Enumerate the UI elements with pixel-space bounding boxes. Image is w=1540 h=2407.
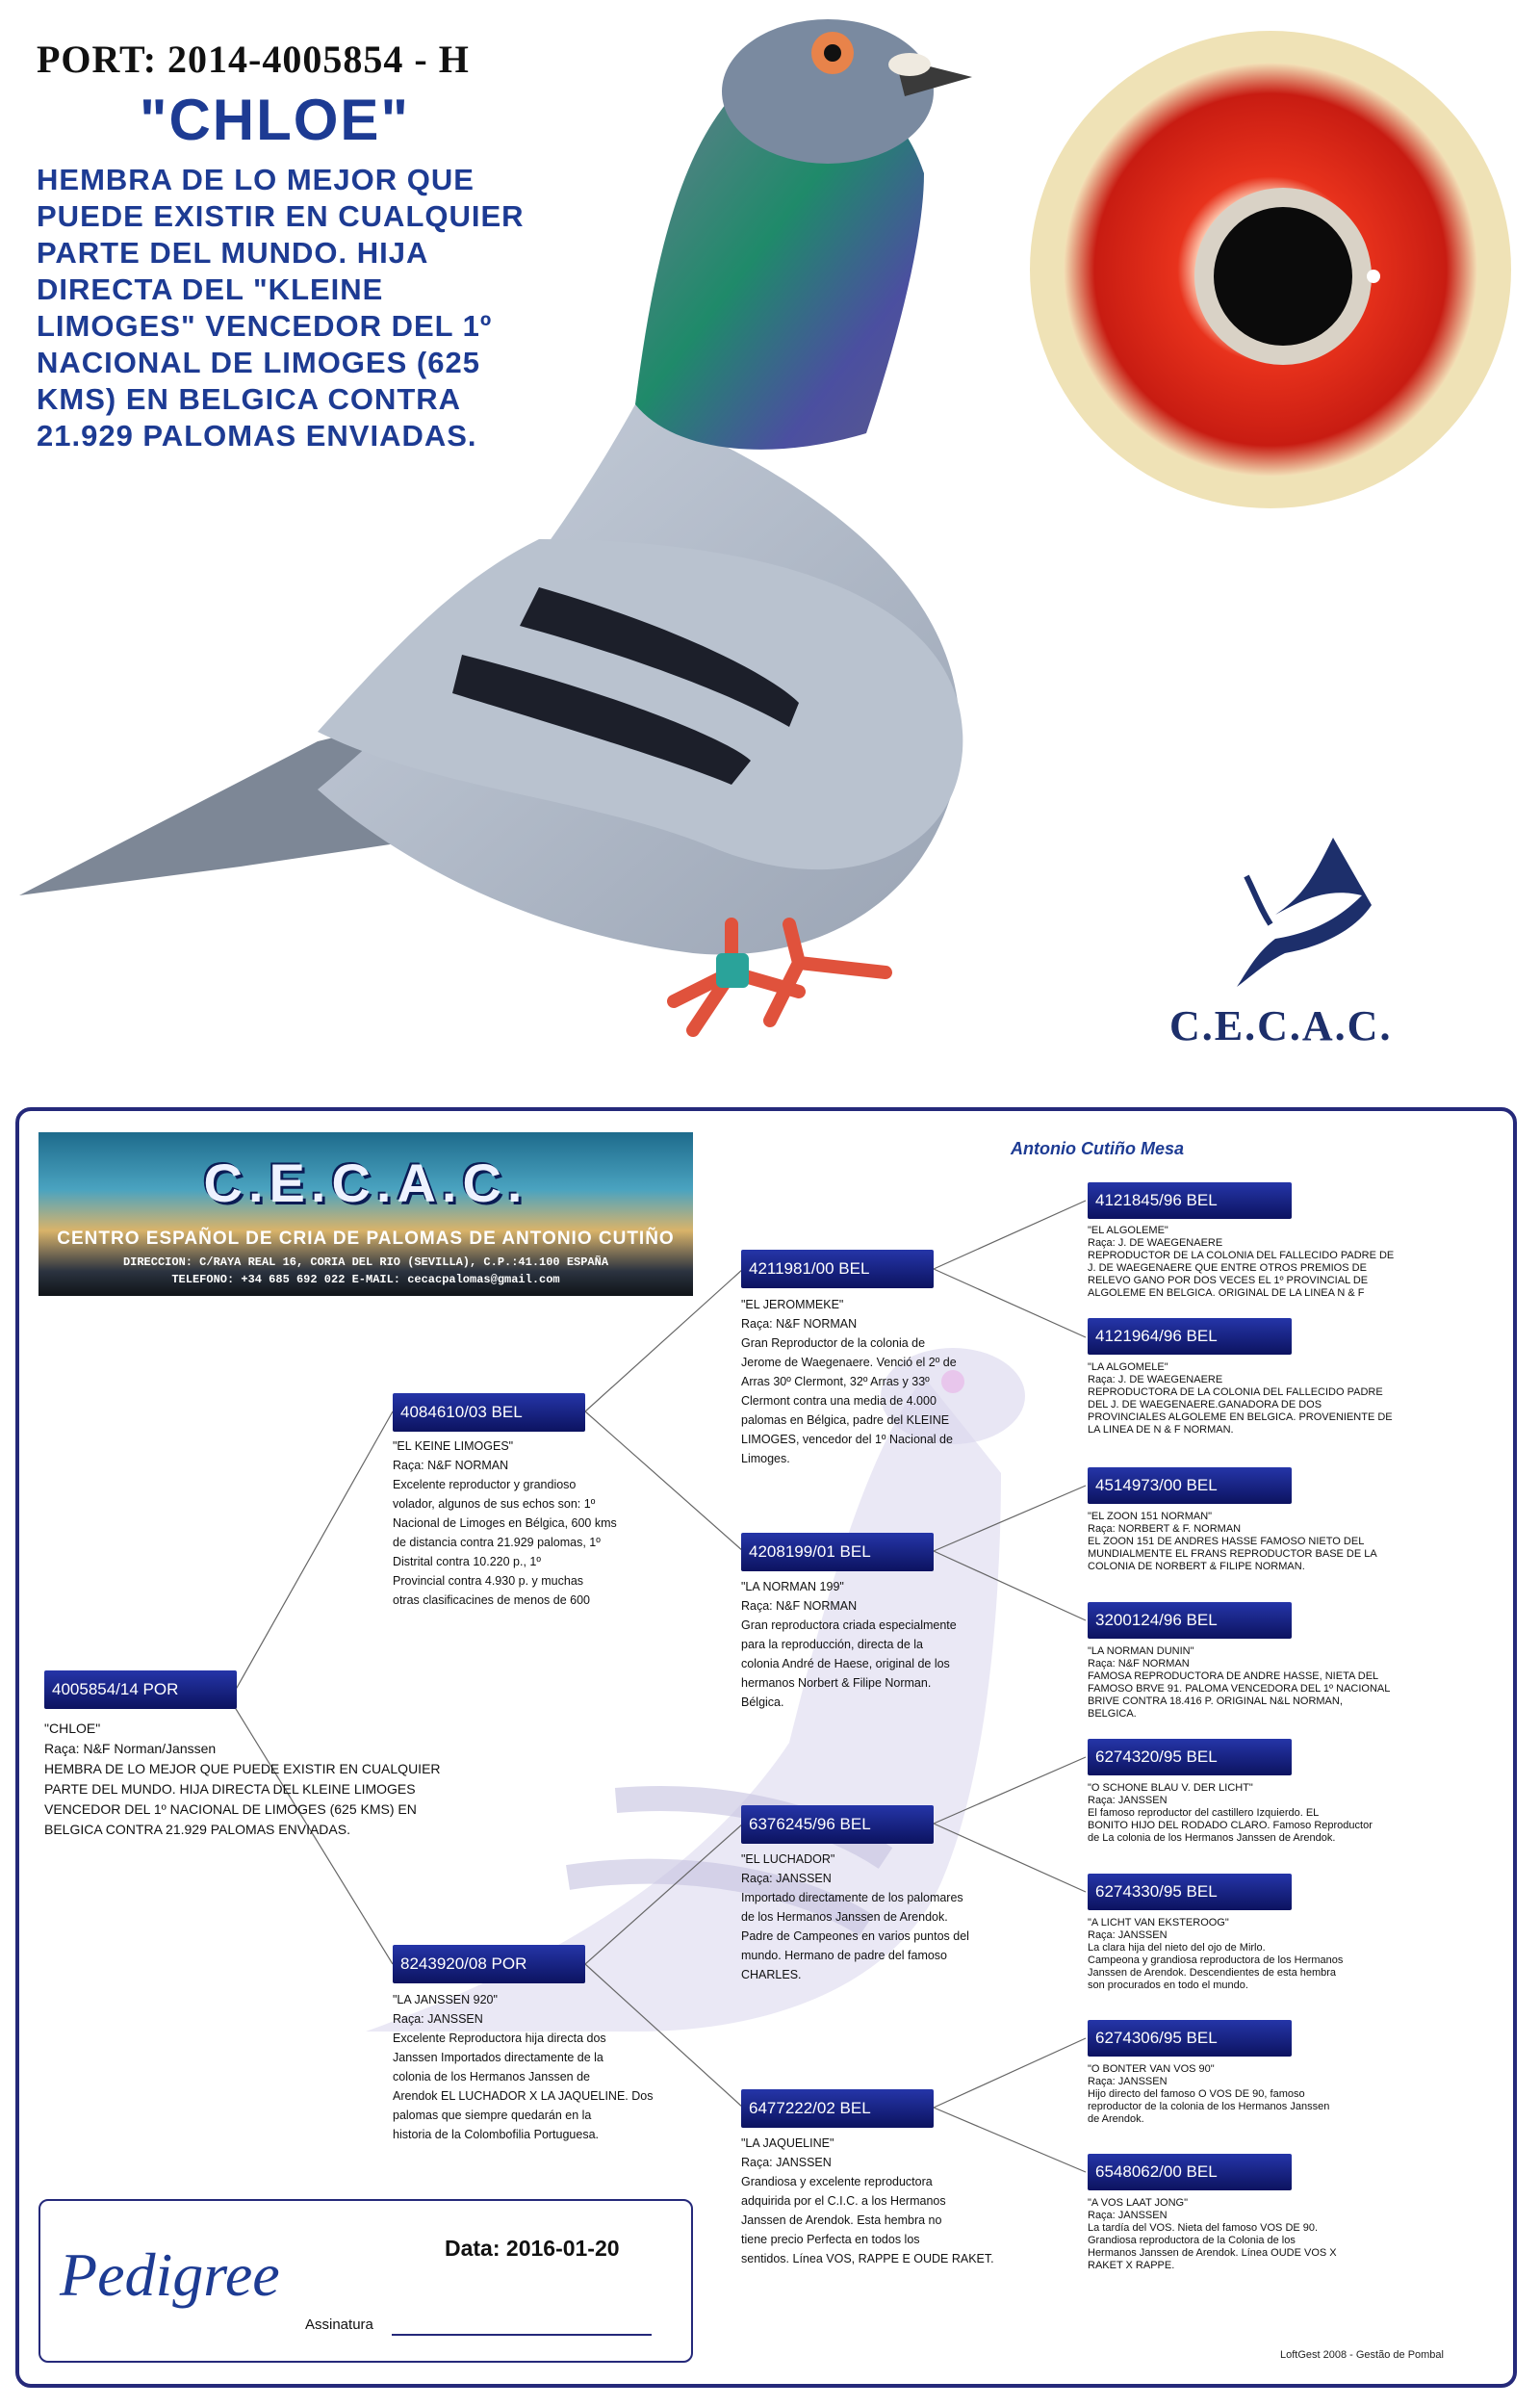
great-grandparent-info: "EL ZOON 151 NORMAN" Raça: NORBERT & F. NORMAN EL ZOON 151 DE ANDRES HASSE FAMOSO NIETO DEL MUNDIALMENTE EL FRANS REPRODUCTOR BASE DE LA COLONIA DE NORBERT & FILIPE NORMAN. bbox=[1088, 1511, 1377, 1572]
great-grandparent-ring: 6548062/00 BEL bbox=[1088, 2154, 1292, 2190]
great-grandparent-info: "O SCHONE BLAU V. DER LICHT" Raça: JANSSEN El famoso reproductor del castillero Izquierdo. EL BONITO HIJO DEL RODADO CLARO. Famoso Reproductor de La colonia de los Hermanos Janssen de Arendok. bbox=[1088, 1782, 1373, 1844]
software-credit: LoftGest 2008 - Gestão de Pombal bbox=[1280, 2349, 1444, 2361]
great-grandparent-ring: 6274306/95 BEL bbox=[1088, 2020, 1292, 2057]
signature-label: Assinatura bbox=[305, 2316, 373, 2333]
great-grandparent-info: "LA ALGOMELE" Raça: J. DE WAEGENAERE REPRODUCTORA DE LA COLONIA DEL FALLECIDO PADRE DEL J. DE WAEGENAERE.GANADORA DE DOS PROVINCIALES ALGOLEME EN BELGICA. PROVENIENTE DE LA LINEA DE N & F NORMAN. bbox=[1088, 1361, 1393, 1436]
great-grandparent-ring: 4121964/96 BEL bbox=[1088, 1318, 1292, 1355]
grandparent-info: "EL JEROMMEKE" Raça: N&F NORMAN Gran Reproductor de la colonia de Jerome de Waegenaere. Venció el 2º de Arras 30º Clermont, 32º Arras y 33º Clermont contra una media de 4.000 palomas en Bélgica, padre del KLEINE LIMOGES, vencedor del 1º Nacional de Limoges. bbox=[741, 1298, 957, 1465]
great-grandparent-ring: 4121845/96 BEL bbox=[1088, 1182, 1292, 1219]
great-grandparent-info: "EL ALGOLEME" Raça: J. DE WAEGENAERE REPRODUCTOR DE LA COLONIA DEL FALLECIDO PADRE DE J. DE WAEGENAERE QUE ENTRE OTROS PREMIOS DE RELEVO GANO POR DOS VECES EL 1º PROVINCIAL DE ALGOLEME EN BELGICA. ORIGINAL DE LA LINEA N & F bbox=[1088, 1225, 1395, 1299]
mother-ring: 8243920/08 POR bbox=[393, 1945, 585, 1983]
grandparent-ring: 4211981/00 BEL bbox=[741, 1250, 934, 1288]
pedigree-date: Data: 2016-01-20 bbox=[445, 2236, 620, 2261]
father-info: "EL KEINE LIMOGES" Raça: N&F NORMAN Excelente reproductor y grandioso volador, algunos de sus echos son: 1º Nacional de Limoges en Bélgica, 600 kms de distancia contra 21.929 palomas, 1º Distrital contra 10.220 p., 1º Provincial contra 4.930 p. y muchas otras clasificacines de menos de 600 bbox=[393, 1439, 617, 1607]
subject-info: "CHLOE" Raça: N&F Norman/Janssen HEMBRA DE LO MEJOR QUE PUEDE EXISTIR EN CUALQUIER PARTE DEL MUNDO. HIJA DIRECTA DEL KLEINE LIMOGES VENCEDOR DEL 1º NACIONAL DE LIMOGES (625 KMS) EN BELGICA CONTRA 21.929 PALOMAS ENVIADAS. bbox=[44, 1721, 441, 1837]
signature-line bbox=[392, 2334, 652, 2336]
cecac-banner bbox=[38, 1132, 693, 1296]
great-grandparent-ring: 3200124/96 BEL bbox=[1088, 1602, 1292, 1639]
banner-subtitle: CENTRO ESPAÑOL DE CRIA DE PALOMAS DE ANTONIO CUTIÑO bbox=[57, 1229, 675, 1249]
pigeon-description: HEMBRA DE LO MEJOR QUE PUEDE EXISTIR EN CUALQUIER PARTE DEL MUNDO. HIJA DIRECTA DEL "KLEINE LIMOGES" VENCEDOR DEL 1º NACIONAL DE LIMOGES (625 KMS) EN BELGICA CONTRA 21.929 PALOMAS ENVIADAS. bbox=[37, 163, 525, 453]
great-grandparent-ring: 4514973/00 BEL bbox=[1088, 1467, 1292, 1504]
grandparent-info: "LA NORMAN 199" Raça: N&F NORMAN Gran reproductora criada especialmente para la reproducción, directa de la colonia André de Haese, original de los hermanos Norbert & Filipe Norman. Bélgica. bbox=[741, 1580, 957, 1709]
grandparent-ring: 6477222/02 BEL bbox=[741, 2089, 934, 2128]
brand-name: C.E.C.A.C. bbox=[1169, 1002, 1393, 1049]
banner-address: DIRECCION: C/RAYA REAL 16, CORIA DEL RIO (SEVILLA), C.P.:41.100 ESPAÑA bbox=[122, 1255, 609, 1269]
banner-title: C.E.C.A.C. bbox=[203, 1152, 528, 1213]
signature-box bbox=[38, 2199, 693, 2363]
great-grandparent-info: "O BONTER VAN VOS 90" Raça: JANSSEN Hijo directo del famoso O VOS DE 90, famoso reproductor de la colonia de los Hermanos Janssen de Arendok. bbox=[1088, 2063, 1330, 2125]
grandparent-info: "LA JAQUELINE" Raça: JANSSEN Grandiosa y excelente reproductora adquirida por el C.I.C. a los Hermanos Janssen de Arendok. Esta hembra no tiene precio Perfecta en todos los sentidos. Línea VOS, RAPPE E OUDE RAKET. bbox=[741, 2136, 994, 2265]
mother-info: "LA JANSSEN 920" Raça: JANSSEN Excelente Reproductora hija directa dos Janssen Importados directamente de la colonia de los Hermanos Janssen de Arendok EL LUCHADOR X LA JAQUELINE. Dos palomas que siempre quedarán en la historia de la Colombofilia Portuguesa. bbox=[393, 1993, 654, 2141]
father-ring: 4084610/03 BEL bbox=[393, 1393, 585, 1432]
great-grandparent-ring: 6274330/95 BEL bbox=[1088, 1874, 1292, 1910]
owner-name: Antonio Cutiño Mesa bbox=[1011, 1139, 1184, 1158]
great-grandparent-info: "A VOS LAAT JONG" Raça: JANSSEN La tardía del VOS. Nieta del famoso VOS DE 90. Grandiosa reproductora de la Colonia de los Hermanos Janssen de Arendok. Línea OUDE VOS X RAKET X RAPPE. bbox=[1088, 2197, 1337, 2271]
pedigree-title: Pedigree bbox=[60, 2240, 280, 2309]
grandparent-ring: 4208199/01 BEL bbox=[741, 1533, 934, 1571]
pigeon-name: "CHLOE" bbox=[140, 88, 410, 152]
great-grandparent-info: "A LICHT VAN EKSTEROOG" Raça: JANSSEN La clara hija del nieto del ojo de Mirlo. Campeona y grandiosa reproductora de los Hermanos Janssen de Arendok. Descendientes de esta hembra son procurados en todo el mundo. bbox=[1088, 1917, 1344, 1991]
great-grandparent-ring: 6274320/95 BEL bbox=[1088, 1739, 1292, 1775]
grandparent-ring: 6376245/96 BEL bbox=[741, 1805, 934, 1844]
grandparent-info: "EL LUCHADOR" Raça: JANSSEN Importado directamente de los palomares de los Hermanos Janssen de Arendok. Padre de Campeones en varios puntos del mundo. Hermano de padre del famoso CHARLES. bbox=[741, 1852, 969, 1981]
subject-ring: 4005854/14 POR bbox=[44, 1670, 237, 1709]
banner-phone: TELEFONO: +34 685 692 022 E-MAIL: cecacpalomas@gmail.com bbox=[171, 1273, 560, 1286]
great-grandparent-info: "LA NORMAN DUNIN" Raça: N&F NORMAN FAMOSA REPRODUCTORA DE ANDRE HASSE, NIETA DEL FAMOSO BRVE 91. PALOMA VENCEDORA DEL 1º NACIONAL BRIVE CONTRA 18.416 P. ORIGINAL N&L NORMAN, BELGICA. bbox=[1088, 1645, 1391, 1720]
ring-number-title: PORT: 2014-4005854 - H bbox=[37, 38, 470, 81]
